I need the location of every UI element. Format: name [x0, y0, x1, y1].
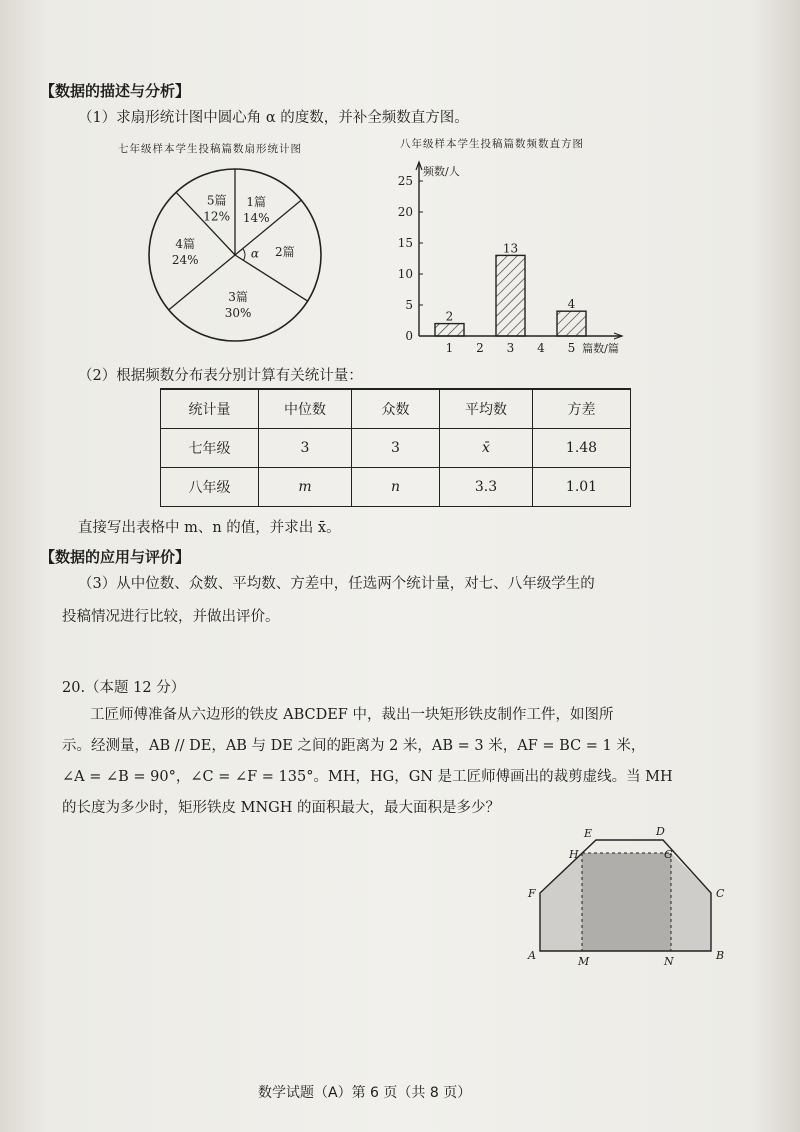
question-20-header: 20.（本题 12 分）	[62, 680, 186, 696]
table-row	[161, 429, 631, 468]
pie-slice-percent: 30%	[224, 305, 252, 320]
pie-slice-label: 1篇	[246, 194, 267, 209]
pie-slice-label: 3篇	[228, 289, 248, 304]
section-title-description: 【数据的描述与分析】	[40, 82, 191, 100]
histogram-chart	[385, 150, 660, 360]
table-header-cell: 统计量	[161, 389, 259, 429]
table-cell: 3.3	[440, 468, 533, 507]
y-tick-label: 5	[405, 298, 413, 312]
y-axis-label: 频数/人	[423, 165, 460, 178]
question-20-line-3: ∠A = ∠B = 90°，∠C = ∠F = 135°。MH，HG，GN 是工匠师傅画出的裁剪虚线。当 MH	[62, 769, 673, 785]
point-label-c: C	[716, 887, 725, 900]
question-2-text: （2）根据频数分布表分别计算有关统计量：	[78, 368, 363, 384]
x-tick-label: 5	[567, 341, 576, 355]
point-label-n: N	[664, 955, 674, 968]
table-cell: 1.48	[533, 429, 631, 468]
table-cell: 3	[352, 429, 440, 468]
pie-slice-percent: 24%	[171, 252, 199, 267]
x-tick-label: 1	[445, 341, 454, 355]
question-2b-text: 直接写出表格中 m、n 的值，并求出 x̄。	[78, 520, 341, 536]
table-cell: 3	[259, 429, 352, 468]
bar-value-label: 2	[445, 309, 454, 324]
point-label-b: B	[716, 949, 725, 962]
table-header-row	[161, 389, 631, 429]
hexagon-fill	[540, 853, 711, 951]
table-header-cell: 众数	[352, 389, 440, 429]
question-20-line-4: 的长度为多少时，矩形铁皮 MNGH 的面积最大，最大面积是多少？	[62, 800, 500, 816]
pie-slice-label: 2篇	[274, 244, 295, 259]
question-3-line-2: 投稿情况进行比较，并做出评价。	[62, 609, 280, 625]
histogram-title: 八年级样本学生投稿篇数频数直方图	[400, 138, 584, 150]
table-header-cell: 中位数	[259, 389, 352, 429]
section-title-application: 【数据的应用与评价】	[40, 548, 191, 566]
x-tick-label: 4	[537, 341, 545, 355]
pie-slice-label: 5篇	[206, 193, 227, 208]
statistics-table	[160, 388, 631, 507]
y-tick-label: 0	[405, 329, 413, 343]
histogram-bar	[557, 311, 586, 336]
pie-chart-title: 七年级样本学生投稿篇数扇形统计图	[118, 143, 302, 155]
bar-value-label: 4	[567, 297, 576, 312]
y-tick-label: 10	[397, 267, 413, 281]
hexagon-figure	[520, 820, 735, 970]
y-tick-label: 15	[397, 236, 413, 250]
page-footer: 数学试题（A）第 6 页（共 8 页）	[258, 1085, 472, 1101]
histogram-bar	[435, 324, 464, 336]
table-cell: n	[352, 468, 440, 507]
table-cell: 七年级	[161, 429, 259, 468]
x-axis-label: 篇数/篇	[582, 342, 619, 355]
table-cell: x̄	[440, 429, 533, 468]
y-tick-label: 20	[397, 205, 413, 219]
table-header-cell: 平均数	[440, 389, 533, 429]
point-label-a: A	[528, 949, 536, 962]
table-header-cell: 方差	[533, 389, 631, 429]
y-tick-label: 25	[397, 174, 413, 188]
bar-value-label: 13	[502, 241, 519, 256]
point-label-m: M	[578, 955, 590, 968]
point-label-h: H	[569, 848, 579, 861]
pie-slice-percent: 12%	[203, 209, 230, 224]
table-cell: 1.01	[533, 468, 631, 507]
point-label-g: G	[664, 848, 673, 861]
question-20-line-2: 示。经测量，AB // DE，AB 与 DE 之间的距离为 2 米，AB = 3 米，AF = BC = 1 米，	[62, 738, 646, 754]
alpha-angle-label: α	[250, 246, 260, 261]
table-row	[161, 468, 631, 507]
x-tick-label: 3	[506, 341, 515, 355]
table-cell: m	[259, 468, 352, 507]
x-tick-label: 2	[476, 341, 484, 355]
point-label-f: F	[528, 887, 536, 900]
question-1-text: （1）求扇形统计图中圆心角 α 的度数，并补全频数直方图。	[78, 110, 469, 126]
question-20-body	[62, 700, 742, 824]
question-20-line-1: 工匠师傅准备从六边形的铁皮 ABCDEF 中，裁出一块矩形铁皮制作工件，如图所	[90, 707, 614, 723]
table-cell: 八年级	[161, 468, 259, 507]
question-3-line-1: （3）从中位数、众数、平均数、方差中，任选两个统计量，对七、八年级学生的	[78, 576, 595, 592]
pie-chart	[140, 160, 340, 350]
histogram-bar	[496, 255, 525, 336]
pie-slice-percent: 14%	[242, 210, 270, 225]
alpha-angle-arc	[243, 249, 245, 261]
pie-slice-label: 4篇	[175, 236, 196, 251]
point-label-e: E	[584, 827, 593, 840]
point-label-d: D	[656, 825, 665, 838]
